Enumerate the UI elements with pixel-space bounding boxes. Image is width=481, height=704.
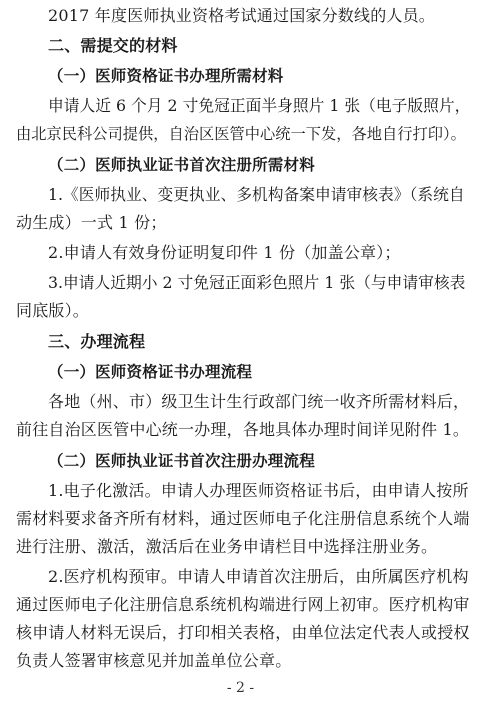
page-number: - 2 - (226, 680, 255, 696)
text-line-7: 1.《医师执业、变更执业、多机构备案申请审核表》（系统自 (48, 185, 465, 204)
text-line-18: 需材料要求备齐所有材料，通过医师电子化注册信息系统个人端 (16, 509, 470, 528)
subheading-registration-process: （二）医师执业证书首次注册办理流程 (48, 451, 315, 470)
text-line-5: 由北京民科公司提供，自治区医管中心统一下发，各地自行打印）。 (16, 125, 466, 143)
text-line-11: 同底版）。 (16, 301, 90, 320)
text-line-22: 核申请人材料无误后，打印相关表格，由单位法定代表人或授权 (16, 623, 470, 642)
text-line-19: 进行注册、激活，激活后在业务申请栏目中选择注册业务。 (16, 537, 438, 556)
text-line-21: 通过医师电子化注册信息系统机构端进行网上初审。医疗机构审 (16, 595, 470, 614)
section-heading-process: 三、办理流程 (48, 332, 146, 351)
text-line-4: 申请人近 6 个月 2 寸免冠正面半身照片 1 张（电子版照片， (48, 96, 471, 115)
text-line-23: 负责人签署审核意见并加盖单位公章。 (16, 651, 292, 670)
subheading-cert-process: （一）医师资格证书办理流程 (48, 362, 253, 381)
section-heading-materials: 二、需提交的材料 (48, 36, 178, 55)
text-line-20: 2.医疗机构预审。申请人申请首次注册后，由所属医疗机构 (48, 567, 469, 586)
text-line-9: 2.申请人有效身份证明复印件 1 份（加盖公章）； (48, 243, 401, 262)
text-line-10: 3.申请人近期小 2 寸免冠正面彩色照片 1 张（与申请审核表 (48, 273, 466, 292)
text-line-8: 动生成）一式 1 份； (16, 213, 167, 232)
text-line-17: 1.电子化激活。申请人办理医师资格证书后，由申请人按所 (48, 481, 469, 500)
text-line-15: 前往自治区医管中心统一办理，各地具体办理时间详见附件 1。 (16, 420, 470, 439)
text-line-14: 各地（州、市）级卫生计生行政部门统一收齐所需材料后， (48, 392, 470, 411)
text-line-1: 2017 年度医师执业资格考试通过国家分数线的人员。 (48, 6, 436, 25)
subheading-registration-materials: （二）医师执业证书首次注册所需材料 (48, 155, 315, 174)
subheading-cert-materials: （一）医师资格证书办理所需材料 (48, 66, 284, 85)
